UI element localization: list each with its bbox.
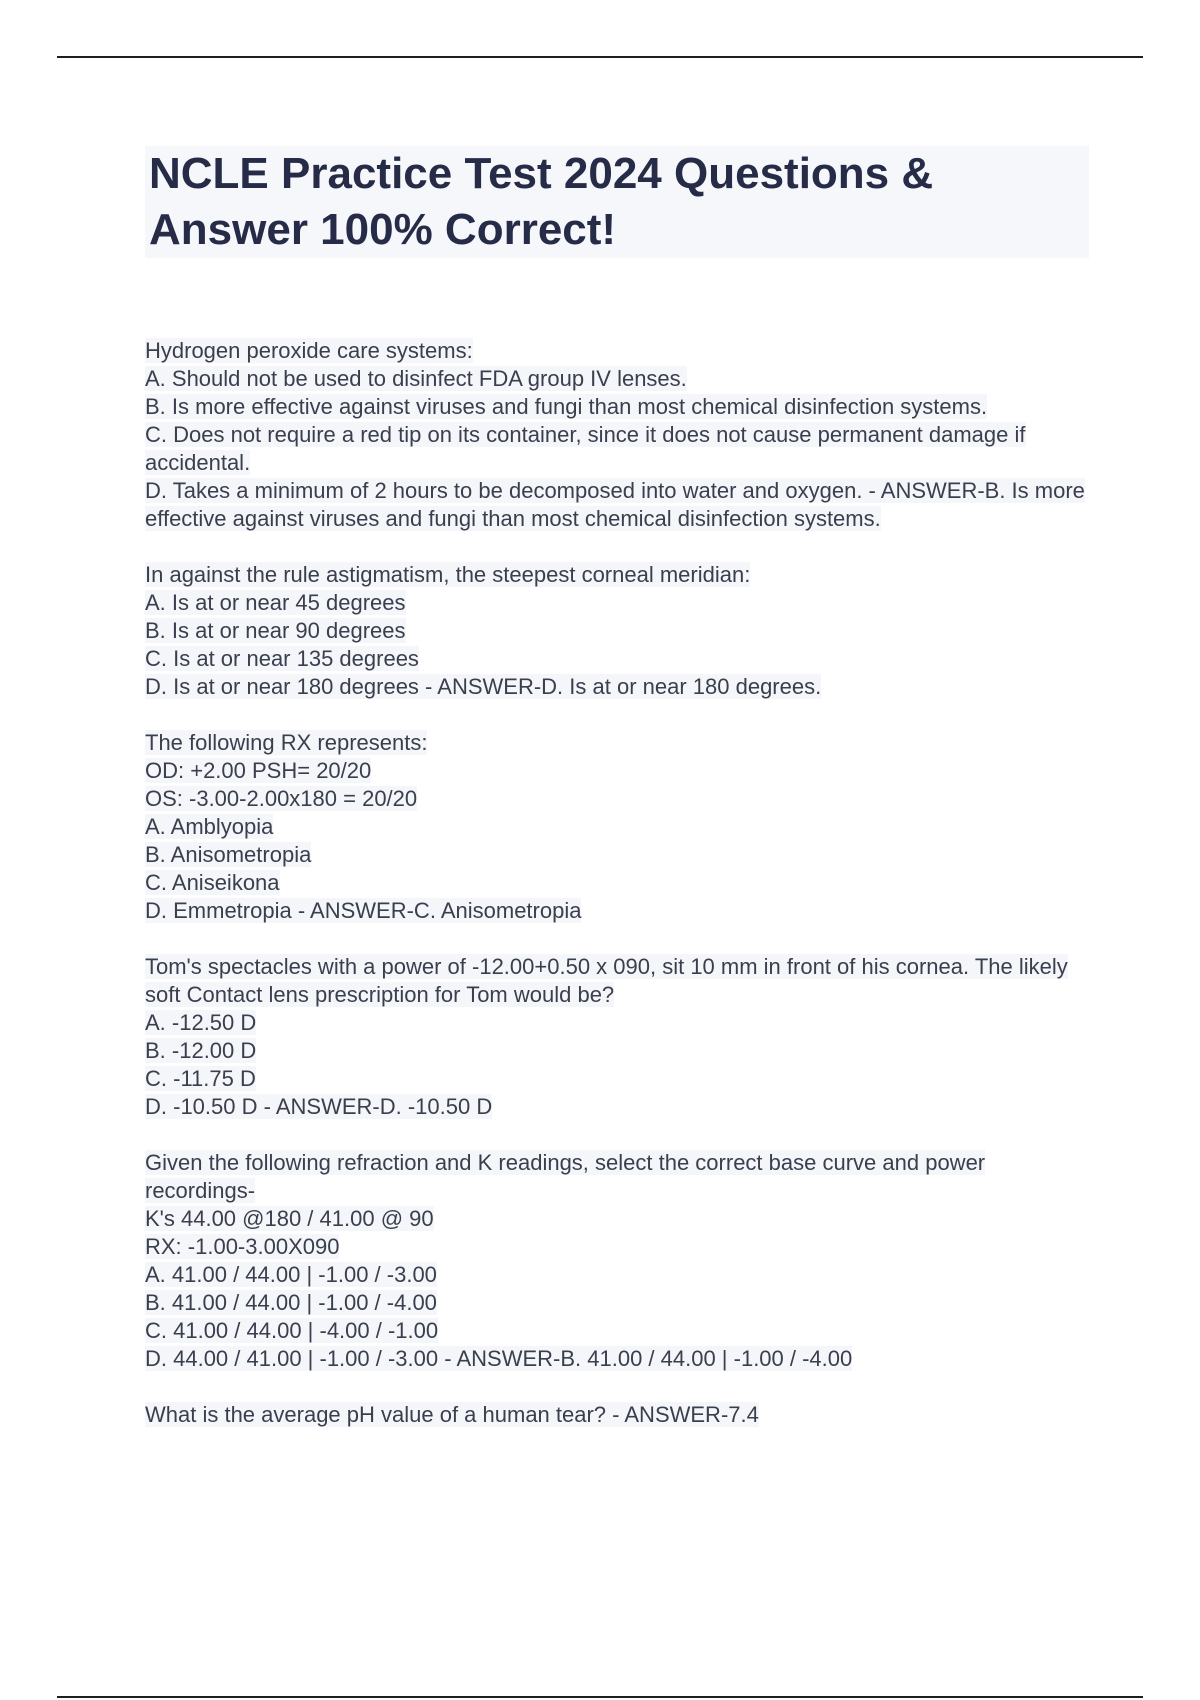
page-title: NCLE Practice Test 2024 Questions & Answer 100% Correct! bbox=[149, 149, 934, 254]
option-c: C. Does not require a red tip on its container, since it does not cause permanent damage if accidental. bbox=[145, 422, 1026, 475]
option-a: A. Amblyopia bbox=[145, 814, 274, 839]
option-c: C. 41.00 / 44.00 | -4.00 / -1.00 bbox=[145, 1318, 439, 1343]
option-b: B. Anisometropia bbox=[145, 842, 312, 867]
option-d-with-answer: D. -10.50 D - ANSWER-D. -10.50 D bbox=[145, 1094, 493, 1119]
option-b: B. Is more effective against viruses and fungi than most chemical disinfection systems. bbox=[145, 394, 988, 419]
question-block bbox=[145, 1401, 1085, 1429]
question-block bbox=[145, 1149, 1085, 1373]
option-b: B. Is at or near 90 degrees bbox=[145, 618, 406, 643]
option-c: C. Is at or near 135 degrees bbox=[145, 646, 419, 671]
question-list bbox=[145, 337, 1085, 1457]
option-c: C. Aniseikona bbox=[145, 870, 280, 895]
option-d-with-answer: D. Emmetropia - ANSWER-C. Anisometropia bbox=[145, 898, 582, 923]
option-a: A. -12.50 D bbox=[145, 1010, 257, 1035]
rx-od-line: OD: +2.00 PSH= 20/20 bbox=[145, 758, 372, 783]
question-text: Tom's spectacles with a power of -12.00+0.50 x 090, sit 10 mm in front of his cornea. The likely soft Contact lens prescription for Tom would be? bbox=[145, 954, 1068, 1007]
option-d-with-answer: D. Takes a minimum of 2 hours to be decomposed into water and oxygen. - ANSWER-B. Is more effective against viruses and fungi than most chemical disinfection systems. bbox=[145, 478, 1085, 531]
question-text: The following RX represents: bbox=[145, 730, 428, 755]
rx-os-line: OS: -3.00-2.00x180 = 20/20 bbox=[145, 786, 418, 811]
question-block bbox=[145, 337, 1085, 533]
option-a: A. Should not be used to disinfect FDA group IV lenses. bbox=[145, 366, 687, 391]
k-readings-line: K's 44.00 @180 / 41.00 @ 90 bbox=[145, 1206, 434, 1231]
title-block bbox=[145, 146, 1089, 258]
option-d-with-answer: D. 44.00 / 41.00 | -1.00 / -3.00 - ANSWER-B. 41.00 / 44.00 | -1.00 / -4.00 bbox=[145, 1346, 853, 1371]
option-b: B. 41.00 / 44.00 | -1.00 / -4.00 bbox=[145, 1290, 437, 1315]
question-block bbox=[145, 561, 1085, 701]
option-b: B. -12.00 D bbox=[145, 1038, 257, 1063]
option-d-with-answer: D. Is at or near 180 degrees - ANSWER-D. Is at or near 180 degrees. bbox=[145, 674, 822, 699]
rx-line: RX: -1.00-3.00X090 bbox=[145, 1234, 340, 1259]
option-a: A. Is at or near 45 degrees bbox=[145, 590, 406, 615]
question-with-answer: What is the average pH value of a human tear? - ANSWER-7.4 bbox=[145, 1402, 759, 1427]
question-text: In against the rule astigmatism, the steepest corneal meridian: bbox=[145, 562, 751, 587]
option-c: C. -11.75 D bbox=[145, 1066, 256, 1091]
question-text: Hydrogen peroxide care systems: bbox=[145, 338, 473, 363]
question-text: Given the following refraction and K readings, select the correct base curve and power recordings- bbox=[145, 1150, 986, 1203]
option-a: A. 41.00 / 44.00 | -1.00 / -3.00 bbox=[145, 1262, 437, 1287]
question-block bbox=[145, 953, 1085, 1121]
top-rule bbox=[57, 56, 1143, 58]
question-block bbox=[145, 729, 1085, 925]
bottom-rule bbox=[57, 1696, 1143, 1698]
